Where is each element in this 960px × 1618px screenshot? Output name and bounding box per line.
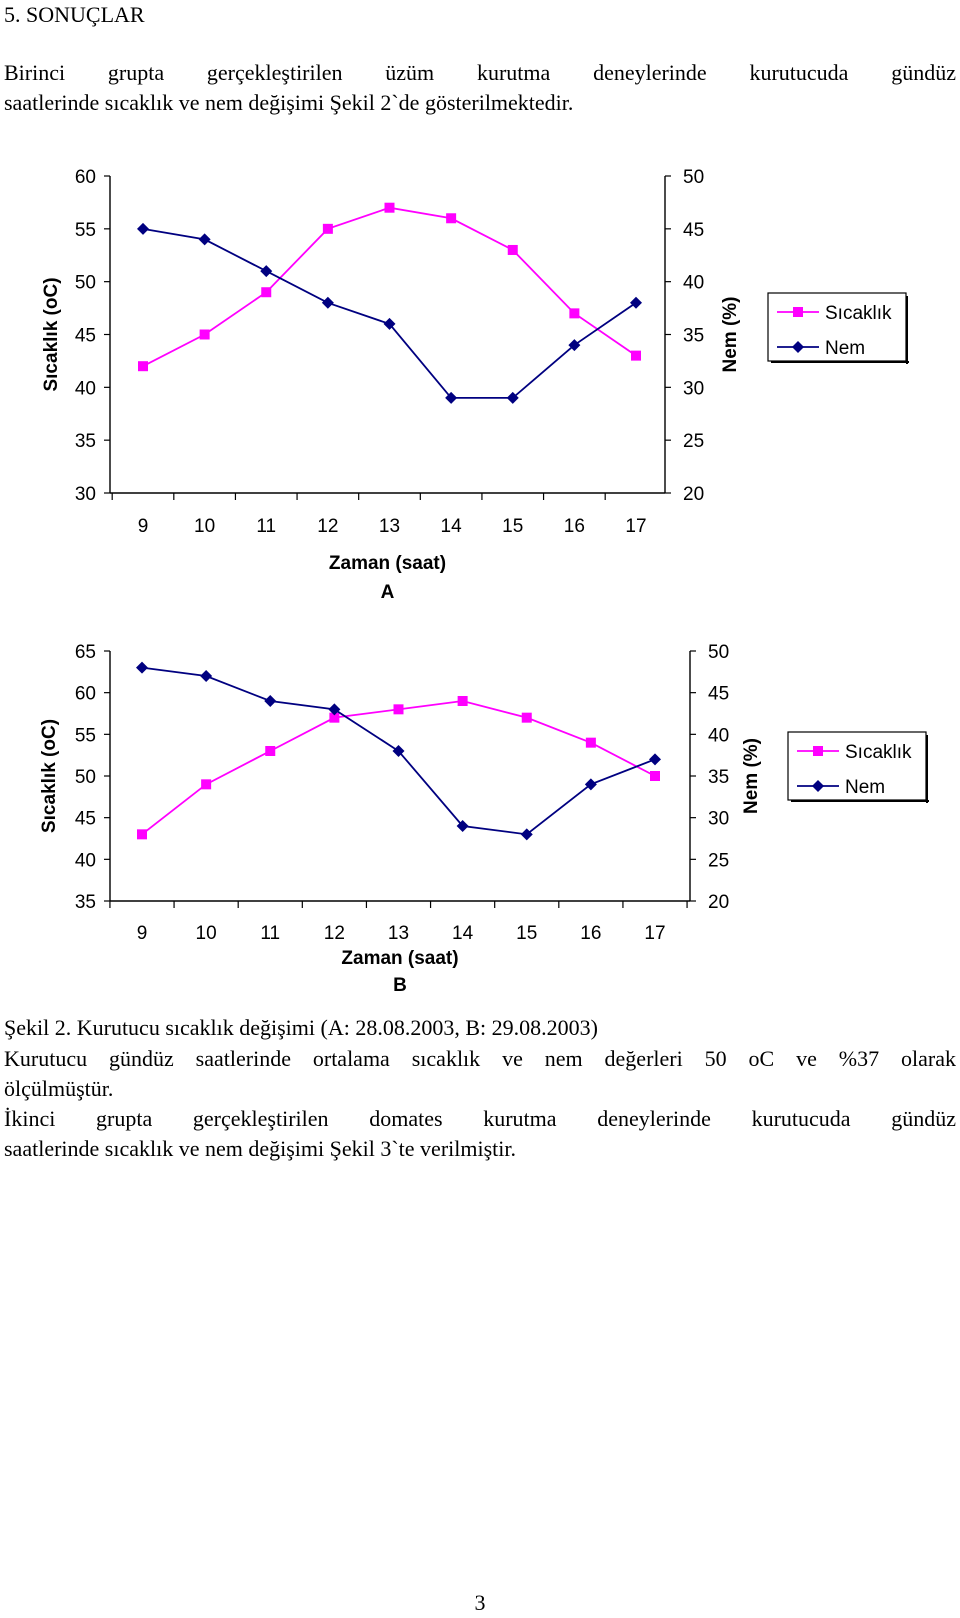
temperature-point [586, 738, 596, 748]
chart-b [0, 625, 960, 1005]
legend-marker-square [813, 746, 823, 756]
x-tick-label: 17 [644, 923, 666, 944]
humidity-point [136, 662, 148, 674]
legend-shadow-right [906, 296, 908, 364]
temperature-point [138, 361, 148, 371]
intro-line-2: saatlerinde sıcaklık ve nem değişimi Şekil 2`de gösterilmektedir. [4, 90, 574, 115]
left-tick-label: 50 [74, 272, 96, 294]
next-line-1: İkinci grupta gerçekleştirilen domates kurutma deneylerinde kurutucuda gündüz [4, 1106, 956, 1131]
x-tick-label: 13 [387, 923, 410, 944]
temperature-point [261, 287, 271, 297]
x-axis-title: Zaman (saat) [328, 553, 447, 574]
next-line-2: saatlerinde sıcaklık ve nem değişimi Şekil 3`te verilmiştir. [4, 1136, 516, 1161]
x-tick-label: 11 [256, 516, 277, 537]
left-tick-label: 50 [74, 767, 96, 788]
temperature-point [569, 308, 579, 318]
x-tick-label: 15 [516, 923, 538, 944]
right-tick-label: 20 [683, 484, 705, 505]
humidity-point [199, 233, 211, 245]
legend-marker-square [793, 307, 803, 317]
humidity-point [649, 753, 661, 765]
panel-label: A [380, 582, 395, 603]
left-tick-label: 60 [74, 683, 96, 705]
figure-caption: Şekil 2. Kurutucu sıcaklık değişimi (A: 28.08.2003, B: 29.08.2003) [4, 1015, 598, 1040]
humidity-point [264, 695, 276, 707]
temperature-point [323, 224, 333, 234]
legend-label: Nem [845, 777, 886, 798]
panel-label: B [393, 975, 407, 996]
left-tick-label: 45 [74, 808, 96, 830]
left-y-axis-title: Sıcaklık (oC) [41, 277, 62, 392]
temperature-point [458, 696, 468, 706]
x-tick-label: 16 [563, 516, 585, 537]
humidity-point [200, 670, 212, 682]
temperature-point [446, 213, 456, 223]
right-tick-label: 50 [708, 642, 730, 663]
right-tick-label: 30 [683, 378, 705, 400]
temperature-point [394, 704, 404, 714]
temperature-point [522, 713, 532, 723]
right-tick-label: 40 [683, 272, 705, 294]
legend-label: Nem [825, 338, 866, 359]
x-tick-label: 16 [580, 923, 602, 944]
x-tick-label: 12 [317, 516, 339, 537]
right-tick-label: 35 [683, 325, 705, 347]
temperature-point [631, 351, 641, 361]
section-heading: 5. SONUÇLAR [4, 2, 145, 27]
x-axis-title: Zaman (saat) [341, 948, 459, 969]
temperature-point [265, 746, 275, 756]
left-tick-label: 65 [74, 642, 96, 663]
humidity-point [630, 297, 642, 309]
series-line-temperature [142, 701, 655, 834]
x-tick-label: 15 [502, 516, 524, 537]
right-tick-label: 45 [708, 683, 730, 705]
left-tick-label: 60 [74, 167, 96, 188]
left-tick-label: 35 [74, 892, 96, 913]
right-tick-label: 30 [708, 808, 730, 830]
x-tick-label: 14 [440, 516, 462, 537]
legend-label: Sıcaklık [825, 303, 892, 324]
legend-shadow-bottom [791, 800, 929, 802]
intro-paragraph [4, 58, 956, 118]
left-tick-label: 40 [74, 378, 96, 400]
x-tick-label: 14 [452, 923, 474, 944]
temperature-point [508, 245, 518, 255]
right-tick-label: 50 [683, 167, 705, 188]
left-tick-label: 45 [74, 325, 96, 347]
right-tick-label: 25 [683, 431, 705, 453]
right-y-axis-title: Nem (%) [720, 296, 741, 373]
result-line-2: ölçülmüştür. [4, 1076, 114, 1101]
left-tick-label: 30 [74, 484, 96, 505]
humidity-point [260, 265, 272, 277]
temperature-point [385, 203, 395, 213]
right-tick-label: 25 [708, 850, 730, 872]
legend-shadow-bottom [771, 361, 909, 363]
left-tick-label: 35 [74, 431, 96, 453]
temperature-point [201, 779, 211, 789]
left-tick-label: 55 [74, 725, 96, 747]
right-y-axis-title: Nem (%) [741, 737, 762, 815]
x-tick-label: 10 [195, 923, 217, 944]
left-tick-label: 40 [74, 850, 96, 872]
chart-a [0, 150, 960, 610]
right-tick-label: 40 [708, 725, 730, 747]
legend-label: Sıcaklık [845, 742, 912, 763]
temperature-point [650, 771, 660, 781]
x-tick-label: 17 [625, 516, 647, 537]
legend [788, 732, 929, 803]
x-tick-label: 11 [260, 923, 281, 944]
intro-line-1: Birinci grupta gerçekleştirilen üzüm kurutma deneylerinde kurutucuda gündüz [4, 60, 956, 85]
page-number: 3 [474, 1590, 486, 1615]
humidity-point [322, 297, 334, 309]
legend-shadow-right [926, 735, 928, 803]
result-line-1: Kurutucu gündüz saatlerinde ortalama sıcaklık ve nem değerleri 50 oC ve %37 olarak [4, 1046, 956, 1071]
legend [768, 293, 909, 364]
humidity-point [137, 223, 149, 235]
x-tick-label: 13 [378, 516, 401, 537]
series-line-temperature [143, 208, 636, 367]
right-tick-label: 35 [708, 767, 730, 788]
series-line-humidity [143, 229, 636, 398]
result-paragraph [4, 1044, 956, 1104]
next-paragraph [4, 1104, 956, 1164]
right-tick-label: 45 [683, 219, 705, 241]
temperature-point [200, 330, 210, 340]
x-tick-label: 9 [137, 516, 149, 537]
right-tick-label: 20 [708, 892, 730, 913]
left-y-axis-title: Sıcaklık (oC) [39, 718, 60, 834]
x-tick-label: 9 [136, 923, 148, 944]
temperature-point [137, 829, 147, 839]
left-tick-label: 55 [74, 219, 96, 241]
x-tick-label: 12 [323, 923, 345, 944]
x-tick-label: 10 [194, 516, 216, 537]
